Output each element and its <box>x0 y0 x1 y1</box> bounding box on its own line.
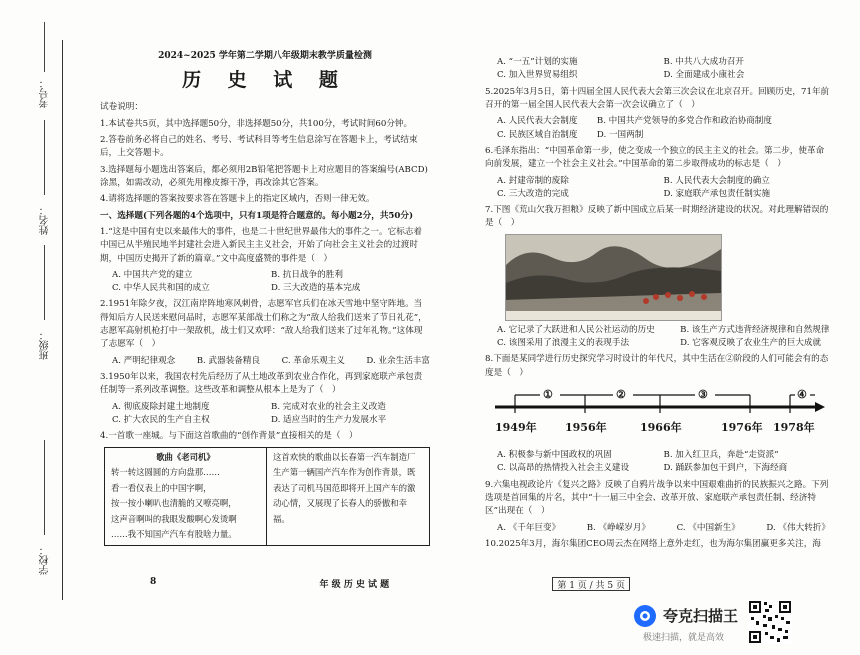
left-column <box>100 50 430 546</box>
option: D. 家庭联产承包责任制实施 <box>663 188 771 199</box>
option: B. 《峥嵘岁月》 <box>586 522 651 533</box>
footer-grade: 8 <box>150 577 157 587</box>
number-field[interactable] <box>44 22 45 72</box>
option: B. 人民代表大会制度的确立 <box>663 175 770 186</box>
option: D. 适应当时的生产力发展水平 <box>271 414 387 425</box>
qr-code-icon <box>748 600 792 644</box>
option: A. 彻底废除封建土地制度 <box>112 401 210 412</box>
brand-name: 夸克扫描王 <box>663 607 739 625</box>
option: C. 三大改造的完成 <box>497 188 569 199</box>
timeline-mark: ④ <box>797 388 807 401</box>
timeline-mark: ① <box>543 388 553 401</box>
options-group <box>485 115 830 142</box>
timeline-year: 1966年 <box>640 421 682 434</box>
options-group <box>100 401 430 428</box>
option: D. 它客观反映了农业生产的巨大成就 <box>680 338 822 349</box>
class-field[interactable] <box>44 245 45 320</box>
option: A. 人民代表大会制度 <box>497 116 578 127</box>
option: D. 踊跃参加包干到户，下海经商 <box>663 463 788 474</box>
option: C. 中华人民共和国的成立 <box>112 283 210 294</box>
school-field[interactable] <box>44 440 45 535</box>
option: C. 民族区域自治制度 <box>497 129 578 140</box>
timeline-mark: ② <box>616 388 626 401</box>
lyric-line: 看一看仪表上的中国字啊， <box>111 482 212 493</box>
footer-label: 年 级 历 史 试 题 <box>319 580 390 590</box>
option: C. 扩大农民的生产自主权 <box>112 414 210 425</box>
page-number: 第 1 页 / 共 5 页 <box>552 577 630 591</box>
option: A. 封建帝制的废除 <box>497 175 569 186</box>
option: C. 以高昂的热情投入社会主义建设 <box>497 463 630 474</box>
option: D. 一国两制 <box>596 129 644 140</box>
binding-strip <box>0 0 100 655</box>
timeline-mark: ③ <box>698 388 708 401</box>
timeline-year: 1956年 <box>565 421 607 434</box>
options-group <box>100 355 430 368</box>
option: B. 加入红卫兵，奔赴“走资派” <box>663 450 779 460</box>
options-group <box>485 175 830 202</box>
exam-line: 2024~2025 学年第二学期八年级期末教学质量检测 <box>158 51 372 61</box>
quark-logo-icon <box>633 604 657 628</box>
number-label: 考号： <box>40 78 51 108</box>
propaganda-painting <box>505 234 722 321</box>
page-title: 历 史 试 题 <box>182 68 348 91</box>
song-title: 歌曲《老司机》 <box>156 451 215 462</box>
option: D. 全面建成小康社会 <box>663 70 745 81</box>
options-group <box>100 269 430 296</box>
option: B. 该生产方式违背经济规律和自然规律 <box>680 324 830 335</box>
page-footer <box>150 577 630 591</box>
option: A. 它记录了大跃进和人民公社运动的历史 <box>497 324 655 335</box>
section-heading: 一、选择题(下列各题的4个选项中，只有1项是符合题意的。每小题2分，共50分) <box>100 210 414 221</box>
option: C. 该图采用了浪漫主义的表现手法 <box>497 338 630 349</box>
instruction-item: 2.答卷前务必将自己的姓名、考号、考试科目等考生信息涂写在答题卡上，考试结束后，上交答题卡。 <box>100 135 418 159</box>
options-group <box>485 56 830 83</box>
painting-image <box>506 235 721 320</box>
option: A. 中国共产党的建立 <box>112 269 193 280</box>
options-group <box>485 522 830 535</box>
question-stem: 8.下面是某同学进行历史探究学习时设计的年代尺，其中生活在②阶段的人们可能会有的态度是（ ） <box>485 354 829 378</box>
option: B. 中国共产党领导的多党合作和政治协商制度 <box>596 116 772 127</box>
timeline-year: 1949年 <box>495 421 537 434</box>
option: D. 业余生活丰富 <box>366 355 430 366</box>
instructions-heading: 试卷说明： <box>100 102 143 113</box>
name-label: 姓名： <box>40 205 51 235</box>
timeline <box>485 383 825 445</box>
question-stem: 9.六集电视政论片《复兴之路》反映了自鸦片战争以来中国艰难曲折的民族振兴之路。下列选项是首回集的片名，其中“十一届三中全会、改革开放、家庭联产承包责任制、经济特区”出现在（ ） <box>485 479 829 517</box>
instruction-item: 4.请将选择题的答案按要求答在答题卡上的指定区域内，否则一律无效。 <box>100 194 375 205</box>
song-lyrics <box>105 448 267 545</box>
question-stem: 10.2025年3月，海尔集团CEO周云杰在网络上意外走红，也为海尔集团赢更多关注，海 <box>485 538 821 549</box>
option: C. 加入世界贸易组织 <box>497 70 578 81</box>
lyric-line: ……我不知国产汽车有股啥力量。 <box>111 529 237 540</box>
right-column <box>485 56 830 554</box>
song-background: 这首欢快的歌曲以长春第一汽车制造厂生产第一辆国产汽车作为创作背景，既表达了司机马国范即将开上国产车的激动心情，又展现了长春人的骄傲和幸福。 <box>273 451 416 524</box>
name-field[interactable] <box>44 120 45 195</box>
option: D. 三大改造的基本完成 <box>271 283 361 294</box>
option: A. 积极参与新中国政权的巩固 <box>497 450 612 460</box>
question-stem: 3.1950年以来，我国农村先后经历了从土地改革到农业合作化，再到家庭联产承包责任制等一系列改革调整。这些改革和调整从根本上是为了（ ） <box>100 372 423 396</box>
option: A. 《千年巨变》 <box>497 522 561 533</box>
lyric-line: 转一转这圆圆的方向盘那…… <box>111 467 220 478</box>
question-stem: 2.1951年除夕夜，汉江南岸阵地寒风刺骨，志愿军官兵们在冰天雪地中坚守阵地。当得知后方人民送来慰问品时，志愿军某部战士们称之为“敌人给我们送来了节日礼花”，志愿军高射机枪打中一架敌机，战士们又欢呼：“敌人给我们送来了过年礼物。”这体现了志愿军（ ） <box>100 299 427 350</box>
options-group <box>485 324 830 351</box>
question-stem: 1.“这是中国有史以来最伟大的事件，也是二十世纪世界最伟大的事件之一。它标志着中国已从半殖民地半封建社会进入新民主主义社会，开始了向社会主义社会的过渡时期，中国历史揭开了新的篇章。”文中高度盛赞的事件是（ ） <box>100 226 422 264</box>
question-stem: 5.2025年3月5日，第十四届全国人民代表大会第三次会议在北京召开。回顾历史，71年前召开的第一届全国人民代表大会第一次会议确立了（ ） <box>485 86 830 110</box>
option: A. “一五”计划的实施 <box>497 57 578 67</box>
lyric-line: 这声音啊叫的我眼发酸啊心发烫啊 <box>111 513 237 524</box>
option: B. 完成对农业的社会主义改造 <box>271 401 386 412</box>
instruction-item: 3.选择题每小题选出答案后，都必须用2B铅笔把答题卡上对应题目的答案编号(ABCD)涂黑，如需改动，必须先用橡皮擦干净，再改涂其它答案。 <box>100 164 428 188</box>
option: B. 中共八大成功召开 <box>663 57 745 67</box>
option: D. 《伟大转折》 <box>766 522 830 533</box>
question-stem: 6.毛泽东指出：“中国革命第一步，使之变成一个独立的民主主义的社会。第二步，使革命向前发展，建立一个社会主义社会。”中国革命的第二步取得成功的标志是（ ） <box>485 145 825 170</box>
timeline-year: 1978年 <box>773 421 815 434</box>
song-box <box>104 447 430 546</box>
class-label: 班级： <box>40 330 51 360</box>
option: C. 革命乐观主义 <box>281 355 345 366</box>
instruction-item: 1.本试卷共5页，其中选择题50分，非选择题50分，共100分，考试时间60分钟。 <box>100 118 413 129</box>
brand-tagline: 极速扫描，就是高效 <box>643 633 725 643</box>
binding-line <box>62 40 63 600</box>
option: C. 《中国新生》 <box>676 522 740 533</box>
question-stem: 7.下图《荒山欠我万担粮》反映了新中国成立后某一时期经济建设的状况。对此理解错误的是（ ） <box>485 205 829 229</box>
options-group <box>485 449 830 476</box>
lyric-line: 按一按小喇叭也清脆的又嘹亮啊， <box>111 498 237 509</box>
question-stem: 4.一首歌一座城。与下面这首歌曲的“创作背景”直接相关的是（ ） <box>100 431 358 442</box>
option: B. 抗日战争的胜利 <box>271 269 343 280</box>
school-label: 学校： <box>40 545 51 575</box>
timeline-year: 1976年 <box>721 421 763 434</box>
option: A. 严明纪律观念 <box>112 355 176 366</box>
option: B. 武器装备精良 <box>196 355 261 366</box>
